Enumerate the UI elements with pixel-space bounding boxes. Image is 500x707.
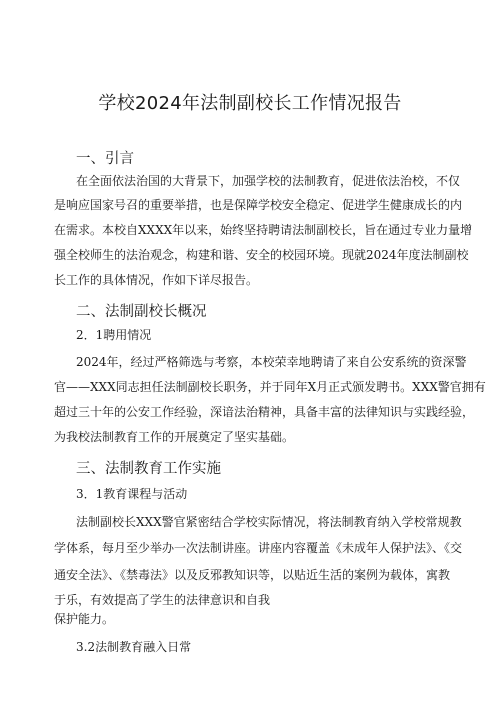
paragraph-line: 官——XXX同志担任法制副校长职务，并于同年X月正式颁发聘书。XXX警官拥有 [54,380,486,394]
subsection-heading-daily: 3.2法制教育融入日常 [76,640,192,654]
paragraph-line: 是响应国家号召的重要举措，也是保障学校安全稳定、促进学生健康成长的内 [54,198,463,212]
paragraph-line: 学体系，每月至少举办一次法制讲座。讲座内容覆盖《未成年人保护法》、《交 [54,541,463,555]
section-heading-intro: 一、引言 [76,151,134,167]
section-heading-implementation: 三、法制教育工作实施 [76,461,221,477]
document-title: 学校2024年法制副校长工作情况报告 [98,93,402,114]
subsection-heading-courses: 3．1教育课程与活动 [76,487,188,501]
paragraph-line: 在全面依法治国的大背景下，加强学校的法制教育，促进依法治校，不仅 [76,174,461,188]
paragraph-line: 超过三十年的公安工作经验，深谙法治精神，具备丰富的法律知识与实践经验， [54,405,475,419]
paragraph-line: 法制副校长XXX警官紧密结合学校实际情况，将法制教育纳入学校常规教 [76,515,462,529]
paragraph-line: 保护能力。 [54,612,115,626]
paragraph-line: 2024年，经过严格筛选与考察，本校荣幸地聘请了来自公安系统的资深警 [76,355,467,369]
paragraph-line: 强全校师生的法治观念，构建和谐、安全的校园环境。现就2024年度法制副校 [54,248,469,262]
section-heading-overview: 二、法制副校长概况 [76,304,207,320]
paragraph-line: 长工作的具体情况，作如下详尽报告。 [54,273,259,287]
subsection-heading-hiring: 2．1聘用情况 [76,328,152,342]
paragraph-line: 通安全法》、《禁毒法》以及反邪教知识等，以贴近生活的案例为载体，寓教 [54,568,451,582]
paragraph-line: 为我校法制教育工作的开展奠定了坚实基础。 [54,430,295,444]
paragraph-line: 在需求。本校自XXXX年以来，始终坚持聘请法制副校长，旨在通过专业力量增 [54,223,473,237]
paragraph-line: 于乐，有效提高了学生的法律意识和自我 [54,593,271,607]
